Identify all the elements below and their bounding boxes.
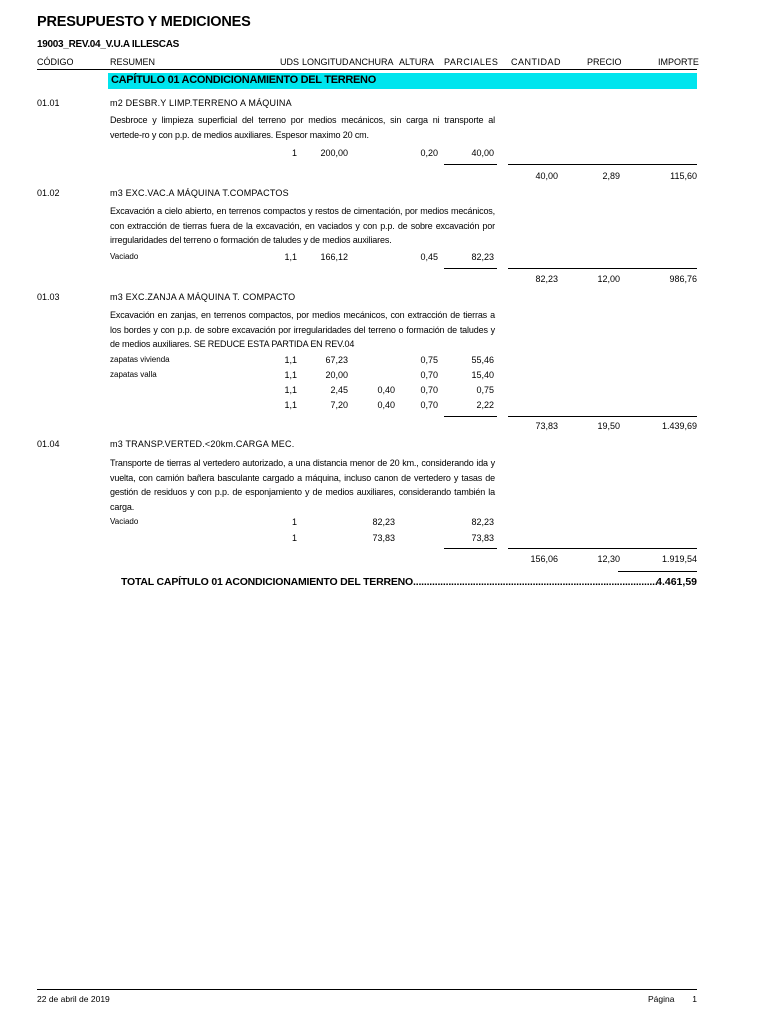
- parciales-value: 2,22: [476, 400, 494, 410]
- col-header-longitud: LONGITUD: [302, 57, 349, 67]
- chapter-total-value: 4.461,59: [656, 576, 697, 588]
- totals-rule: [508, 548, 697, 549]
- altura-value: 0,75: [420, 355, 438, 365]
- parciales-value: 73,83: [471, 533, 494, 543]
- subtotal-rule: [444, 268, 497, 269]
- line-label: Vaciado: [110, 252, 139, 261]
- uds-value: 1: [291, 148, 297, 158]
- importe-value: 115,60: [670, 171, 697, 181]
- item-code: 01.04: [37, 439, 60, 449]
- uds-value: 1: [291, 517, 297, 527]
- totals-rule: [508, 416, 697, 417]
- importe-value: 1.439,69: [661, 421, 697, 431]
- longitud-value: 7,20: [330, 400, 348, 410]
- importe-value: 986,76: [669, 274, 697, 284]
- item-title: m2 DESBR.Y LIMP.TERRENO A MÁQUINA: [110, 98, 292, 108]
- altura-value: 0,70: [420, 370, 438, 380]
- col-header-altura: ALTURA: [399, 57, 434, 67]
- col-header-resumen: RESUMEN: [110, 57, 156, 67]
- anchura-value: 0,40: [377, 385, 395, 395]
- altura-value: 0,20: [420, 148, 438, 158]
- item-description: Excavación en zanjas, en terrenos compactos, por medios mecánicos, con extracción de tierras a los bordes y con p.p. de sobre excavación por irregularidades del terreno o formación de taludes y de medios auxiliares. SE REDUCE ESTA PARTIDA EN REV.04: [110, 310, 495, 349]
- precio-value: 12,00: [597, 274, 620, 284]
- anchura-value: 82,23: [372, 517, 395, 527]
- altura-value: 0,70: [420, 400, 438, 410]
- anchura-value: 73,83: [372, 533, 395, 543]
- footer-page-label: Página: [648, 994, 675, 1004]
- subtotal-rule: [444, 164, 497, 165]
- importe-value: 1.919,54: [661, 554, 697, 564]
- col-header-parciales: PARCIALES: [444, 57, 499, 67]
- project-name: 19003_REV.04_V.U.A ILLESCAS: [37, 39, 179, 50]
- item-title: m3 EXC.VAC.A MÁQUINA T.COMPACTOS: [110, 188, 289, 198]
- uds-value: 1: [291, 533, 297, 543]
- longitud-value: 20,00: [325, 370, 348, 380]
- footer-page-number: 1: [692, 994, 697, 1004]
- item-code: 01.03: [37, 292, 60, 302]
- item-description: Desbroce y limpieza superficial del terreno por medios mecánicos, sin carga ni transporte al vertede-ro y con p.p. de medios auxiliares. Espesor maximo 20 cm.: [110, 115, 495, 140]
- longitud-value: 67,23: [325, 355, 348, 365]
- footer-date: 22 de abril de 2019: [37, 994, 110, 1004]
- parciales-value: 40,00: [471, 148, 494, 158]
- cantidad-value: 40,00: [535, 171, 558, 181]
- item-description: Transporte de tierras al vertedero autorizado, a una distancia menor de 20 km., considerando ida y vuelta, con camión bañera basculante cargado a máquina, incluso canon de vertedero y tasas de gestión de residuos y con p.p. de esponjamiento y de medios auxiliares, considerando también la carga.: [110, 458, 495, 512]
- uds-value: 1,1: [284, 355, 297, 365]
- total-rule: [618, 571, 697, 572]
- uds-value: 1,1: [284, 400, 297, 410]
- page-title: PRESUPUESTO Y MEDICIONES: [37, 14, 251, 30]
- parciales-value: 82,23: [471, 517, 494, 527]
- uds-value: 1,1: [284, 252, 297, 262]
- parciales-value: 15,40: [471, 370, 494, 380]
- precio-value: 19,50: [597, 421, 620, 431]
- item-code: 01.02: [37, 188, 60, 198]
- col-header-importe: IMPORTE: [658, 57, 699, 67]
- altura-value: 0,70: [420, 385, 438, 395]
- longitud-value: 2,45: [330, 385, 348, 395]
- cantidad-value: 82,23: [535, 274, 558, 284]
- uds-value: 1,1: [284, 385, 297, 395]
- parciales-value: 55,46: [471, 355, 494, 365]
- line-label: zapatas vivienda: [110, 355, 170, 364]
- totals-rule: [508, 164, 697, 165]
- chapter-total-label: TOTAL CAPÍTULO 01 ACONDICIONAMIENTO DEL TERRENO..........................................................................................: [121, 576, 658, 588]
- parciales-value: 82,23: [471, 252, 494, 262]
- col-header-codigo: CÓDIGO: [37, 57, 74, 67]
- col-header-uds: UDS: [280, 57, 300, 67]
- item-description: Excavación a cielo abierto, en terrenos compactos y restos de cimentación, por medios mecánicos, con extracción de tierras fuera de la excavación, en vaciados y con p.p. de sobre excavación por irregularidades del terreno o formación de taludes y de medios auxiliares.: [110, 206, 495, 245]
- chapter-title: CAPÍTULO 01 ACONDICIONAMIENTO DEL TERRENO: [111, 74, 376, 86]
- longitud-value: 200,00: [320, 148, 348, 158]
- col-header-precio: PRECIO: [587, 57, 622, 67]
- footer-rule: [37, 989, 697, 990]
- item-title: m3 EXC.ZANJA A MÁQUINA T. COMPACTO: [110, 292, 296, 302]
- parciales-value: 0,75: [476, 385, 494, 395]
- item-title: m3 TRANSP.VERTED.<20km.CARGA MEC.: [110, 439, 295, 449]
- col-header-cantidad: CANTIDAD: [511, 57, 562, 67]
- anchura-value: 0,40: [377, 400, 395, 410]
- line-label: zapatas valla: [110, 370, 157, 379]
- col-header-anchura: ANCHURA: [349, 57, 394, 67]
- header-rule: [37, 69, 697, 70]
- line-label: Vaciado: [110, 517, 139, 526]
- longitud-value: 166,12: [320, 252, 348, 262]
- cantidad-value: 73,83: [535, 421, 558, 431]
- item-code: 01.01: [37, 98, 60, 108]
- subtotal-rule: [444, 548, 497, 549]
- cantidad-value: 156,06: [530, 554, 558, 564]
- precio-value: 12,30: [597, 554, 620, 564]
- precio-value: 2,89: [602, 171, 620, 181]
- uds-value: 1,1: [284, 370, 297, 380]
- totals-rule: [508, 268, 697, 269]
- chapter-band: [108, 73, 697, 89]
- subtotal-rule: [444, 416, 497, 417]
- altura-value: 0,45: [420, 252, 438, 262]
